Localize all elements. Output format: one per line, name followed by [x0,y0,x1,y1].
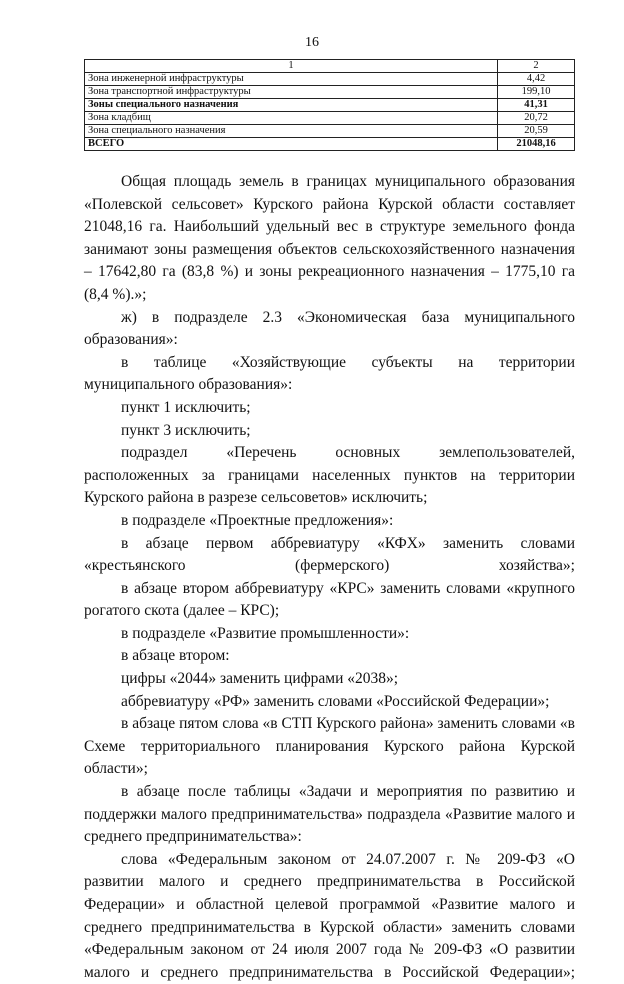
zone-name-cell: Зоны специального назначения [85,99,498,112]
paragraph: в подразделе «Развитие промышленности»: [121,624,410,642]
zone-value-cell: 41,31 [498,99,575,112]
paragraph: подраздел «Перечень основных землепользователей, расположенных за границами населенных пунктов на территории Курского района в разрезе сельсоветов» исключить; [84,444,575,507]
zone-area-table [84,59,575,151]
paragraph: ж) в подразделе 2.3 «Экономическая база муниципального образования»: [84,308,575,349]
table-row [85,99,575,112]
paragraph: пункт 1 исключить; [121,398,251,416]
page-number: 16 [305,35,319,50]
document-body [84,171,575,984]
table-row [85,73,575,86]
table-row [85,112,575,125]
table-header-row [85,60,575,73]
zone-name-cell: Зона специального назначения [85,125,498,138]
paragraph: в абзаце пятом слова «в СТП Курского района» заменить словами «в Схеме территориального планирования Курского района Курской области»; [84,715,575,778]
zone-value-cell: 20,72 [498,112,575,125]
zone-value-cell: 20,59 [498,125,575,138]
zone-name-cell: Зона транспортной инфраструктуры [85,86,498,99]
paragraph: в абзаце первом аббревиатуру «КФХ» заменить словами «крестьянского (фермерского) хозяйства»; [84,534,575,575]
table-header-cell: 1 [85,60,498,73]
zone-name-cell: Зона инженерной инфраструктуры [85,73,498,86]
table-row [85,125,575,138]
paragraph: в абзаце втором аббревиатуру «КРС» заменить словами «крупного рогатого скота (далее – КРС); [84,579,575,620]
paragraph: в абзаце втором: [121,647,230,665]
table-total-row [85,138,575,151]
zone-value-cell: 4,42 [498,73,575,86]
zone-name-cell: ВСЕГО [85,138,498,151]
table-header-cell: 2 [498,60,575,73]
paragraph: в абзаце после таблицы «Задачи и мероприятия по развитию и поддержки малого предпринимательства» подраздела «Развитие малого и среднего предпринимательства»: [84,783,575,846]
paragraph: цифры «2044» заменить цифрами «2038»; [121,670,399,688]
table-row [85,86,575,99]
paragraph: пункт 3 исключить; [121,421,251,439]
zone-name-cell: Зона кладбищ [85,112,498,125]
paragraph: аббревиатуру «РФ» заменить словами «Российской Федерации»; [121,692,550,710]
zone-value-cell: 199,10 [498,86,575,99]
paragraph: в подразделе «Проектные предложения»: [121,511,394,529]
zone-value-cell: 21048,16 [498,138,575,151]
paragraph: в таблице «Хозяйствующие субъекты на территории муниципального образования»: [84,353,575,394]
paragraph: Общая площадь земель в границах муниципального образования «Полевской сельсовет» Курского района Курской области составляет 21048,16 га. Наибольший удельный вес в структуре земельного фонда занимают зоны размещения объектов сельскохозяйственного назначения – 17642,80 га (83,8 %) и зоны рекреационного назначения – 1775,10 га (8,4 %).»; [84,173,575,303]
paragraph: слова «Федеральным законом от 24.07.2007 г. № 209-ФЗ «О развитии малого и среднего предпринимательства в Российской Федерации» и областной целевой программой «Развитие малого и среднего предпринимательства в Курской области» заменить словами «Федеральным законом от 24 июля 2007 года № 209-ФЗ «О развитии малого и среднего предпринимательства в Российской Федерации»; [84,850,575,981]
